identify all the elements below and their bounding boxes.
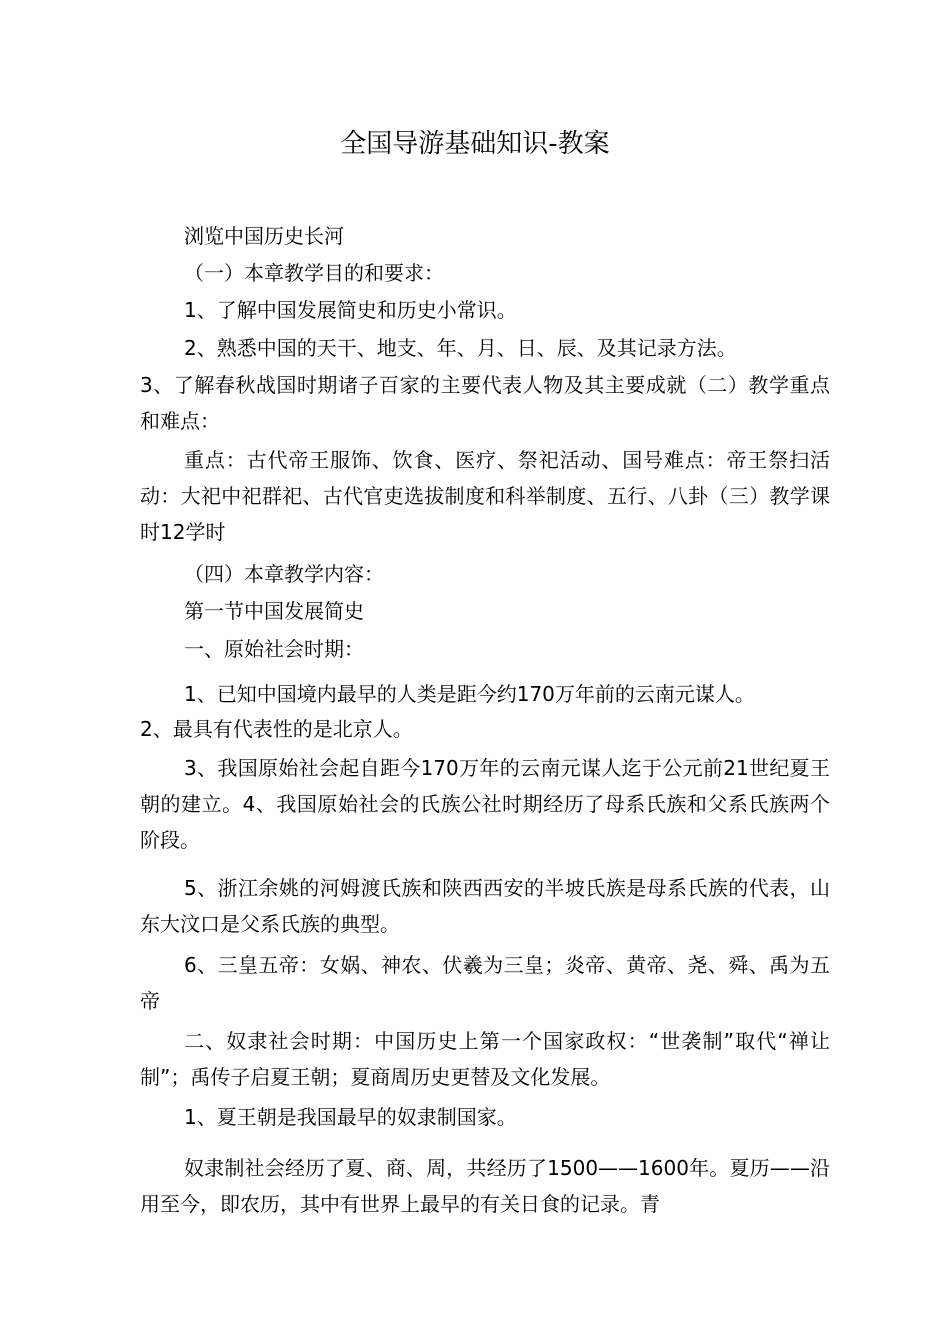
paragraph-primitive-3-4: 3、我国原始社会起自距今170万年的云南元谋人迄于公元前21世纪夏王朝的建立。4、我国原始社会的氏族公社时期经历了母系氏族和父系氏族两个阶段。 — [140, 756, 830, 852]
paragraph-primitive-society-heading: 一、原始社会时期： — [184, 637, 364, 661]
paragraph-primitive-6: 6、三皇五帝：女娲、神农、伏羲为三皇；炎帝、黄帝、尧、舜、禹为五帝 — [140, 953, 830, 1013]
paragraph-objective-2: 2、熟悉中国的天干、地支、年、月、日、辰、及其记录方法。 — [184, 336, 737, 360]
paragraph-slave-1: 1、夏王朝是我国最早的奴隶制国家。 — [184, 1105, 517, 1129]
paragraph-section-heading: 浏览中国历史长河 — [184, 224, 344, 248]
paragraph-objective-1: 1、了解中国发展简史和历史小常识。 — [184, 298, 517, 322]
paragraph-objective-3: 3、了解春秋战国时期诸子百家的主要代表人物及其主要成就（二）教学重点和难点： — [140, 373, 830, 433]
paragraph-primitive-5: 5、浙江余姚的河姆渡氏族和陕西西安的半坡氏族是母系氏族的代表，山东大汶口是父系氏族的典型。 — [140, 876, 830, 936]
paragraph-objectives-heading: （一）本章教学目的和要求： — [184, 261, 444, 285]
document-title: 全国导游基础知识-教案 — [340, 129, 610, 159]
paragraph-primitive-2: 2、最具有代表性的是北京人。 — [140, 717, 413, 741]
paragraph-content-heading: （四）本章教学内容： — [184, 562, 384, 586]
paragraph-section-one-title: 第一节中国发展简史 — [184, 599, 364, 623]
paragraph-key-points: 重点：古代帝王服饰、饮食、医疗、祭祀活动、国号难点：帝王祭扫活动：大祀中祀群祀、古代官吏选拔制度和科举制度、五行、八卦（三）教学课时12学时 — [140, 448, 830, 544]
paragraph-primitive-1: 1、已知中国境内最早的人类是距今约170万年前的云南元谋人。 — [184, 682, 755, 706]
paragraph-slave-society-heading: 二、奴隶社会时期：中国历史上第一个国家政权：“世袭制”取代“禅让制”；禹传子启夏王朝；夏商周历史更替及文化发展。 — [140, 1029, 830, 1089]
paragraph-slave-2: 奴隶制社会经历了夏、商、周，共经历了1500——1600年。夏历——沿用至今，即农历，其中有世界上最早的有关日食的记录。青 — [140, 1156, 830, 1216]
